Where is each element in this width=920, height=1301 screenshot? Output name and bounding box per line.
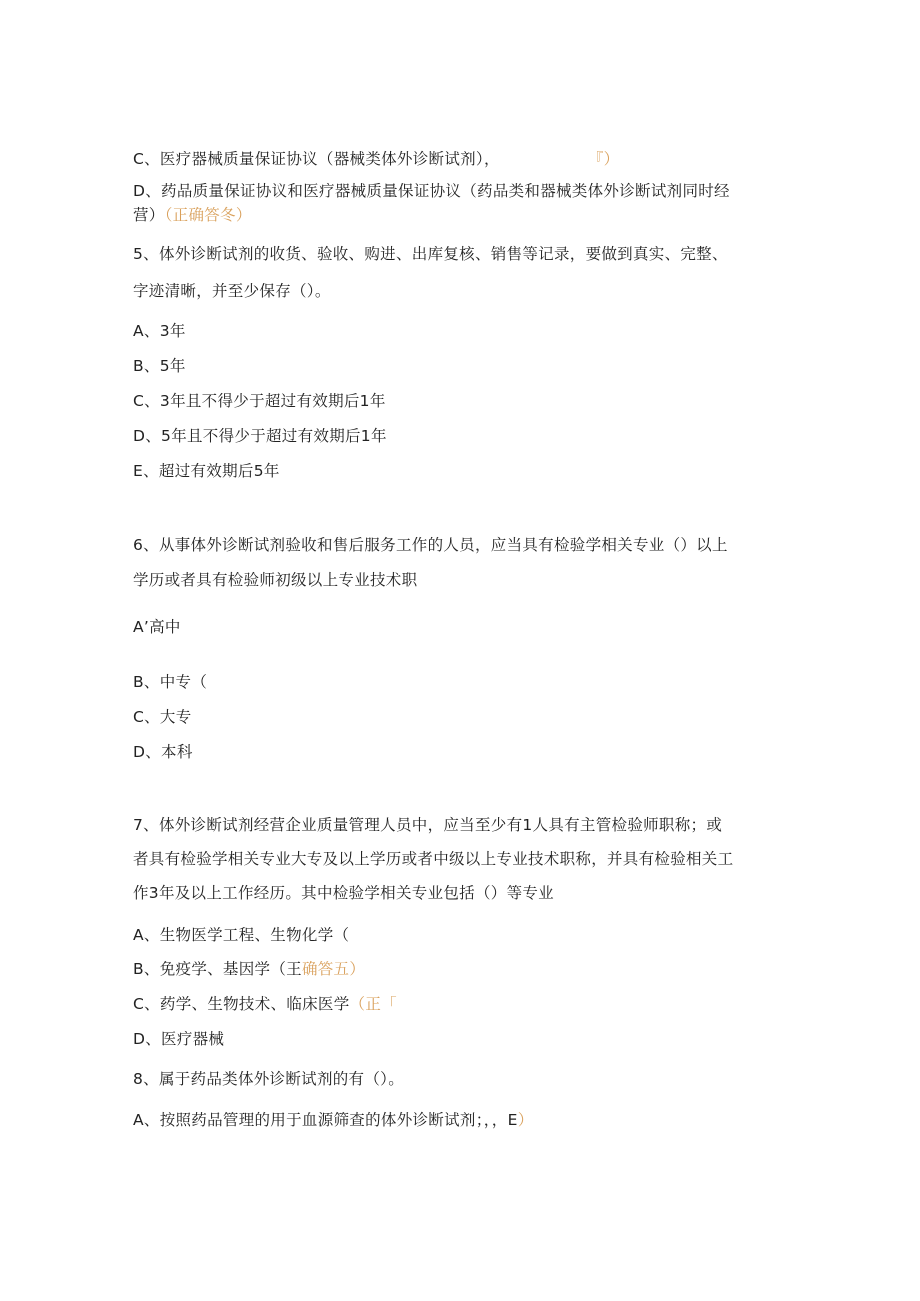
answer-mark: ） [517,1111,534,1129]
q5-option-b: B、5年 [133,357,186,375]
answer-mark: （正「 [349,995,397,1013]
q6-option-c: C、大专 [133,708,192,726]
question-7: 7、体外诊断试剂经营企业质量管理人员中，应当至少有1人具有主管检验师职称；或 [133,816,723,834]
q6-option-d: D、本科 [133,743,193,761]
answer-mark: 确答五） [301,960,366,978]
q5-option-d: D、5年且不得少于超过有效期后1年 [133,427,387,445]
q5-option-c: C、3年且不得少于超过有效期后1年 [133,392,386,410]
q8-option-a: A、按照药品管理的用于血源筛查的体外诊断试剂；，，E） [133,1111,534,1129]
question-8: 8、属于药品类体外诊断试剂的有（）。 [133,1070,405,1088]
question-5-cont: 字迹清晰，并至少保存（）。 [133,282,331,300]
q7-option-d: D、医疗器械 [133,1030,225,1048]
q7-option-a: A、生物医学工程、生物化学（ [133,926,350,944]
q5-option-e: E、超过有效期后5年 [133,462,280,480]
q6-option-a: A’高中 [133,618,181,636]
line-option-d-q4: D、药品质量保证协议和医疗器械质量保证协议（药品类和器械类体外诊断试剂同时经 [133,182,730,200]
q7-option-b: B、免疫学、基因学（王确答五） [133,960,366,978]
q6-option-b: B、中专（ [133,673,208,691]
question-5: 5、体外诊断试剂的收货、验收、购进、出库复核、销售等记录，要做到真实、完整、 [133,245,728,263]
question-6-cont: 学历或者具有检验师初级以上专业技术职 [133,571,418,589]
question-6: 6、从事体外诊断试剂验收和售后服务工作的人员，应当具有检验学相关专业（）以上 [133,536,728,554]
question-7-cont-2: 作3年及以上工作经历。其中检验学相关专业包括（）等专业 [133,884,554,902]
q7-option-c: C、药学、生物技术、临床医学（正「 [133,995,397,1013]
line-option-d-q4-cont: 营）（正确答冬） [133,206,252,224]
answer-mark: 『） [587,150,620,168]
answer-mark: （正确答冬） [164,206,252,224]
line-option-c-q4: C、医疗器械质量保证协议（器械类体外诊断试剂）， 『） [133,150,620,168]
q5-option-a: A、3年 [133,322,186,340]
question-7-cont-1: 者具有检验学相关专业大专及以上学历或者中级以上专业技术职称，并具有检验相关工 [133,850,734,868]
